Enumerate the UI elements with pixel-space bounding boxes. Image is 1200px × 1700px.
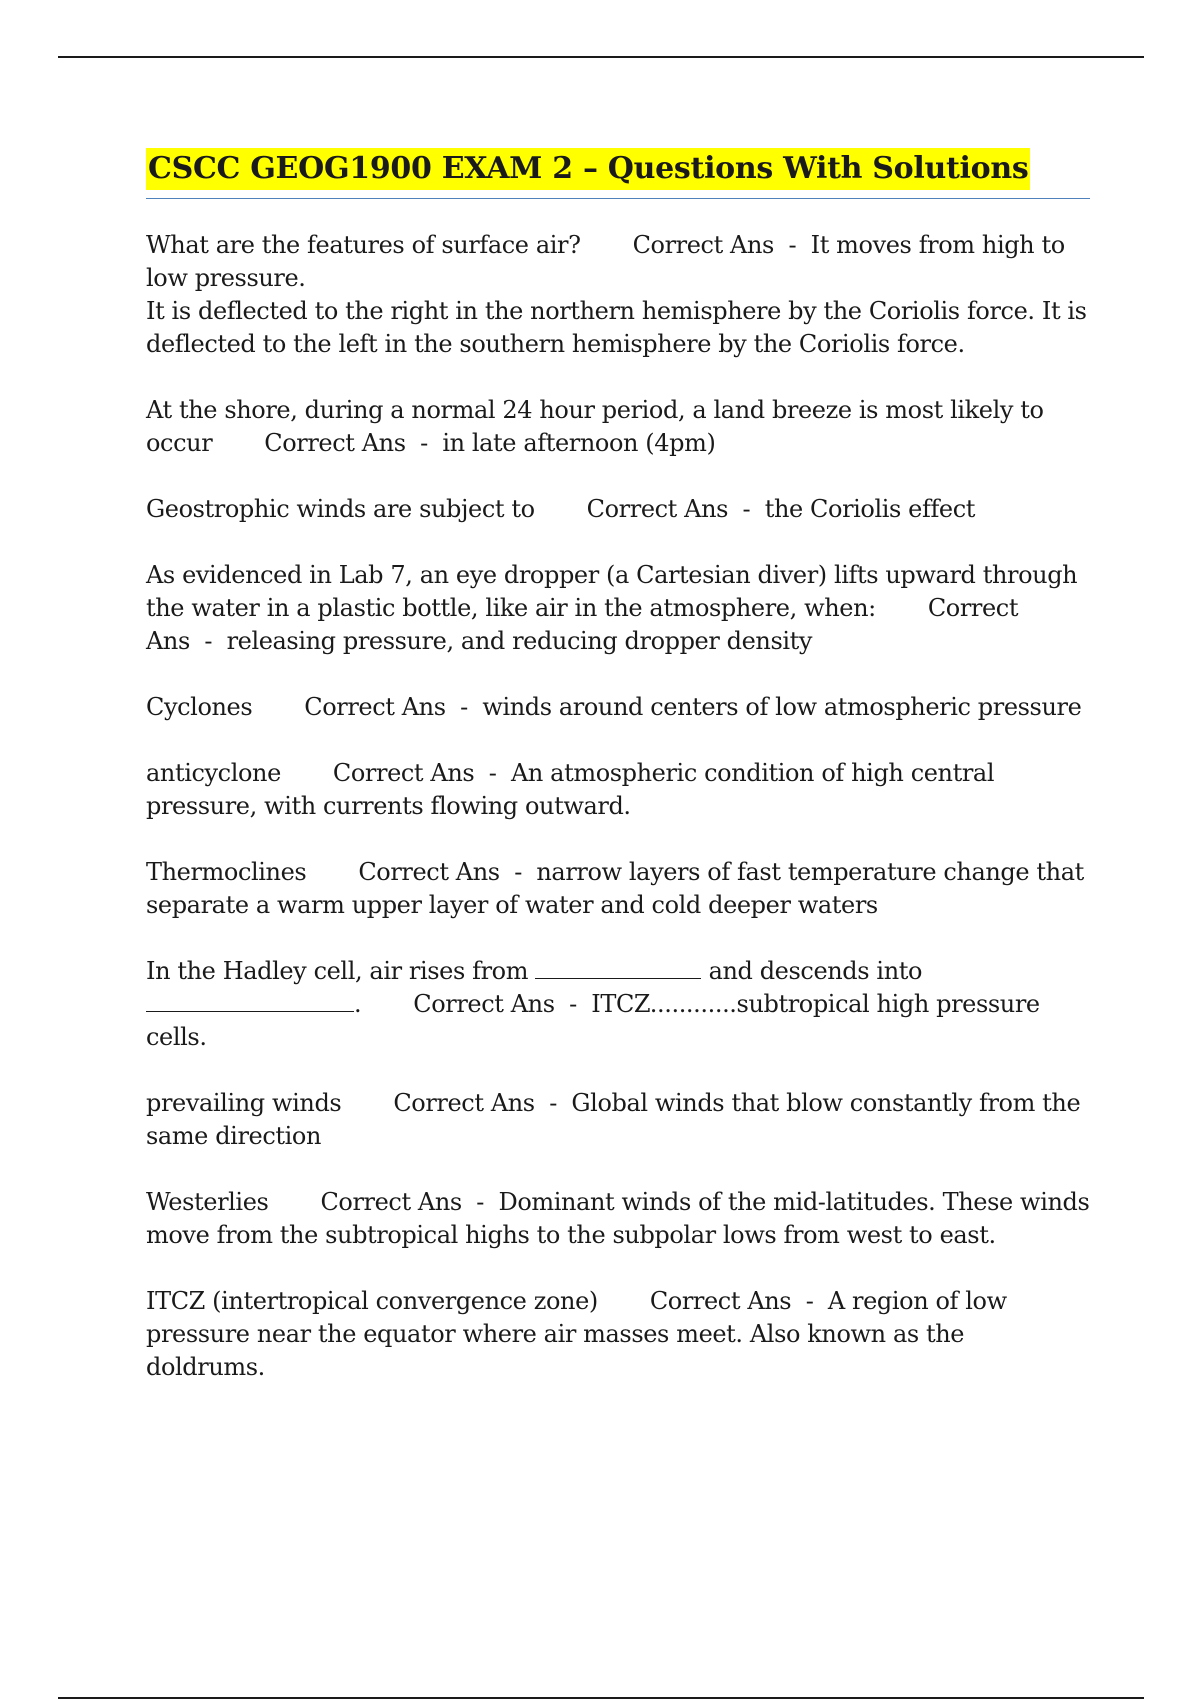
question-text: Thermoclines <box>146 858 307 886</box>
qa-item <box>146 1285 1090 1384</box>
answer-label: Correct Ans <box>393 1089 535 1117</box>
answer-label: Correct Ans <box>358 858 500 886</box>
qa-item <box>146 955 1090 1054</box>
answer-label: Correct Ans <box>146 594 1019 655</box>
question-text: ITCZ (intertropical convergence zone) <box>146 1287 598 1315</box>
question-text: Geostrophic winds are subject to <box>146 495 535 523</box>
answer-label: Correct Ans <box>320 1188 462 1216</box>
question-text: Cyclones <box>146 693 253 721</box>
answer-text: Dominant winds of the mid-latitudes. These winds move from the subtropical highs to the subpolar lows from west to east. <box>146 1188 1090 1249</box>
question-text: prevailing winds <box>146 1089 342 1117</box>
answer-text: It moves from high to low pressure. <box>146 231 1065 292</box>
qa-item <box>146 691 1090 724</box>
answer-separator: - <box>788 231 797 259</box>
answer-separator: - <box>514 858 522 886</box>
answer-label: Correct Ans <box>649 1287 792 1315</box>
question-text: As evidenced in Lab 7, an eye dropper (a Cartesian diver) lifts upward through the water in a plastic bottle, like air in the atmosphere, when: <box>146 561 1078 622</box>
question-text: . <box>354 990 362 1018</box>
answer-text: in late afternoon (4pm) <box>442 429 716 457</box>
answer-text: narrow layers of fast temperature change that separate a warm upper layer of water and cold deeper waters <box>146 858 1084 919</box>
answer-label: Correct Ans <box>586 495 729 523</box>
fill-blank-line <box>535 956 701 979</box>
answer-text: Global winds that blow constantly from the same direction <box>146 1089 1081 1150</box>
answer-label: Correct Ans <box>304 693 446 721</box>
answer-separator: - <box>569 990 577 1018</box>
qa-item <box>146 856 1090 922</box>
fill-blank-line <box>146 989 354 1012</box>
qa-item <box>146 229 1090 361</box>
answer-separator: - <box>420 429 428 457</box>
page-top-rule <box>58 56 1144 58</box>
answer-text: the Coriolis effect <box>764 495 976 523</box>
qa-item <box>146 493 1090 526</box>
answer-text: releasing pressure, and reducing dropper density <box>226 627 813 655</box>
qa-item <box>146 757 1090 823</box>
question-text: What are the features of surface air? <box>146 231 581 259</box>
answer-separator: - <box>805 1287 814 1315</box>
question-text: anticyclone <box>146 759 281 787</box>
question-text: At the shore, during a normal 24 hour period, a land breeze is most likely to occur <box>146 396 1044 457</box>
answer-separator: - <box>549 1089 557 1117</box>
qa-item <box>146 559 1090 658</box>
answer-extra-text: It is deflected to the right in the northern hemisphere by the Coriolis force. It is deflected to the left in the southern hemisphere by the Coriolis force. <box>146 297 1087 358</box>
answer-label: Correct Ans <box>632 231 774 259</box>
question-text: Westerlies <box>146 1188 269 1216</box>
qa-item <box>146 394 1090 460</box>
answer-separator: - <box>460 693 468 721</box>
answer-label: Correct Ans <box>332 759 475 787</box>
answer-text: A region of low pressure near the equator where air masses meet. Also known as the doldrums. <box>146 1287 1007 1381</box>
document-body <box>146 148 1090 1417</box>
answer-text: ITCZ............subtropical high pressure cells. <box>146 990 1040 1051</box>
answer-text: winds around centers of low atmospheric pressure <box>482 693 1082 721</box>
qa-item <box>146 1186 1090 1252</box>
title-block <box>146 148 1090 199</box>
page-bottom-rule <box>58 1697 1144 1699</box>
answer-label: Correct Ans <box>264 429 406 457</box>
answer-text: An atmospheric condition of high central pressure, with currents flowing outward. <box>146 759 995 820</box>
answer-label: Correct Ans <box>413 990 555 1018</box>
qa-item <box>146 1087 1090 1153</box>
answer-separator: - <box>742 495 751 523</box>
answer-separator: - <box>476 1188 485 1216</box>
question-text: In the Hadley cell, air rises from <box>146 957 529 985</box>
answer-separator: - <box>488 759 497 787</box>
document-title: CSCC GEOG1900 EXAM 2 – Questions With Solutions <box>146 148 1030 190</box>
question-text: and descends into <box>708 957 923 985</box>
answer-separator: - <box>204 627 213 655</box>
